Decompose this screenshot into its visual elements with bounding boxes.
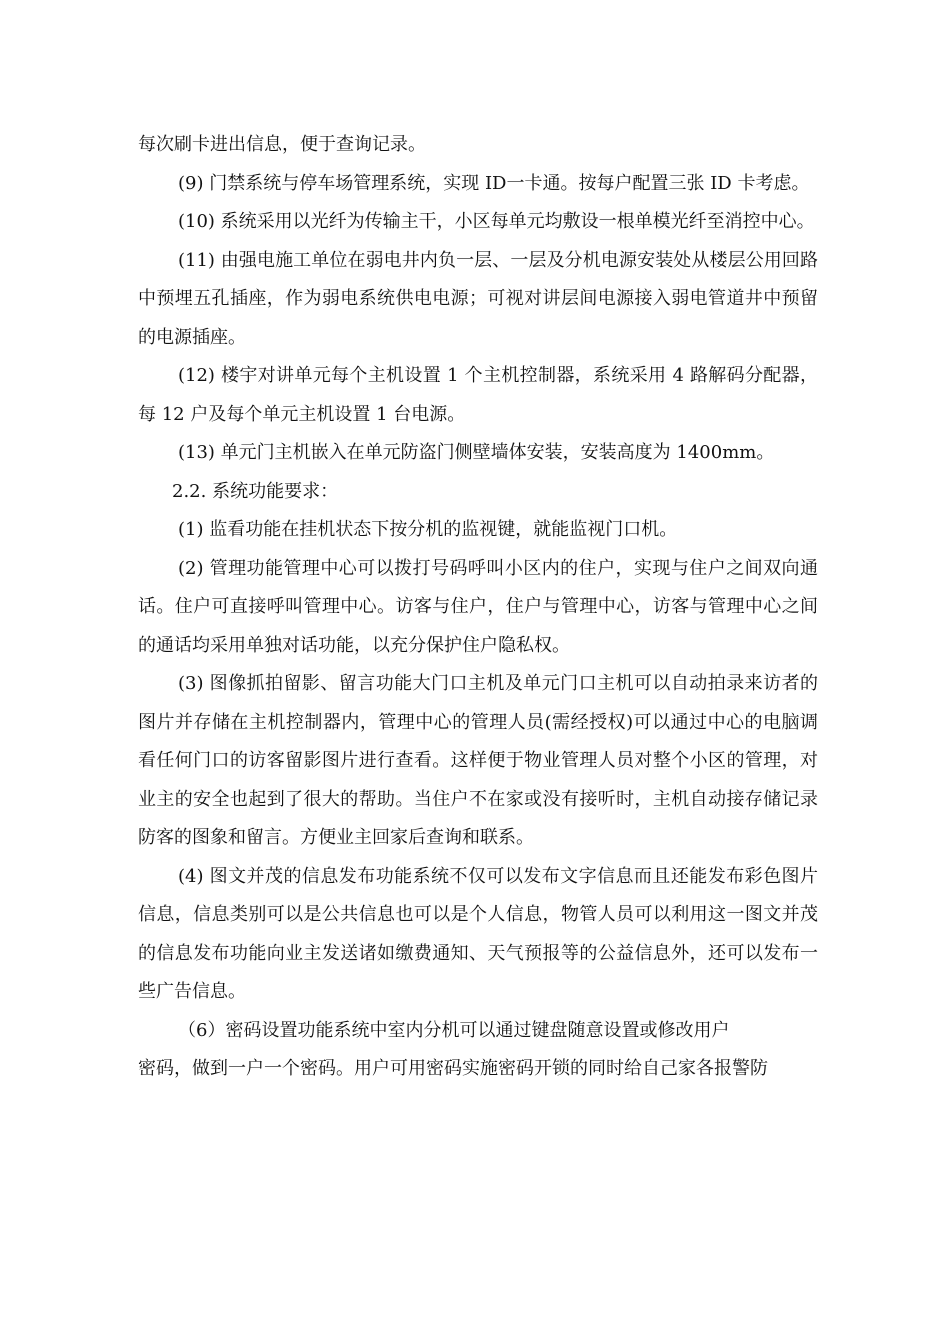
paragraph-function-2: (2) 管理功能管理中心可以拨打号码呼叫小区内的住户，实现与住户之间双向通话。住户可直接呼叫管理中心。访客与住户，住户与管理中心，访客与管理中心之间的通话均采用单独对话功能，以充分保护住户隐私权。 (138, 557, 818, 656)
paragraph-item-9: (9) 门禁系统与停车场管理系统，实现 ID一卡通。按每户配置三张 ID 卡考虑。 (178, 172, 810, 194)
paragraph-item-11: (11) 由强电施工单位在弱电井内负一层、一层及分机电源安装处从楼层公用回路中预埋五孔插座，作为弱电系统供电电源；可视对讲层间电源接入弱电管道井中预留的电源插座。 (138, 249, 818, 348)
paragraph-item-10: (10) 系统采用以光纤为传输主干，小区每单元均敷设一根单模光纤至消控中心。 (178, 211, 815, 232)
paragraph-item-12: (12) 楼宇对讲单元每个主机设置 1 个主机控制器，系统采用 4 路解码分配器，每 12 户及每个单元主机设置 1 台电源。 (138, 365, 818, 425)
paragraph-function-6: （6）密码设置功能系统中室内分机可以通过键盘随意设置或修改用户 (178, 1019, 730, 1041)
section-heading-2-2: 2.2. 系统功能要求： (172, 480, 339, 502)
paragraph-function-1: (1) 监看功能在挂机状态下按分机的监视键，就能监视门口机。 (178, 519, 678, 540)
paragraph-item-13: (13) 单元门主机嵌入在单元防盗门侧壁墙体安装，安装高度为 1400mm。 (178, 442, 775, 463)
paragraph-card-record: 每次刷卡进出信息，便于查询记录。 (138, 134, 426, 155)
paragraph-function-6-continued: 密码，做到一户一个密码。用户可用密码实施密码开锁的同时给自己家各报警防 (138, 1058, 768, 1079)
paragraph-function-3: (3) 图像抓拍留影、留言功能大门口主机及单元门口主机可以自动拍录来访者的图片并存储在主机控制器内，管理中心的管理人员(需经授权)可以通过中心的电脑调看任何门口的访客留影图片进行查看。这样便于物业管理人员对整个小区的管理，对业主的安全也起到了很大的帮助。当住户不在家或没有接听时，主机自动接存储记录防客的图象和留言。方便业主回家后查询和联系。 (138, 673, 818, 848)
document-body (138, 126, 818, 1089)
paragraph-function-4: (4) 图文并茂的信息发布功能系统不仅可以发布文字信息而且还能发布彩色图片信息，信息类别可以是公共信息也可以是个人信息，物管人员可以利用这一图文并茂的信息发布功能向业主发送诸如缴费通知、天气预报等的公益信息外，还可以发布一些广告信息。 (138, 865, 818, 1002)
